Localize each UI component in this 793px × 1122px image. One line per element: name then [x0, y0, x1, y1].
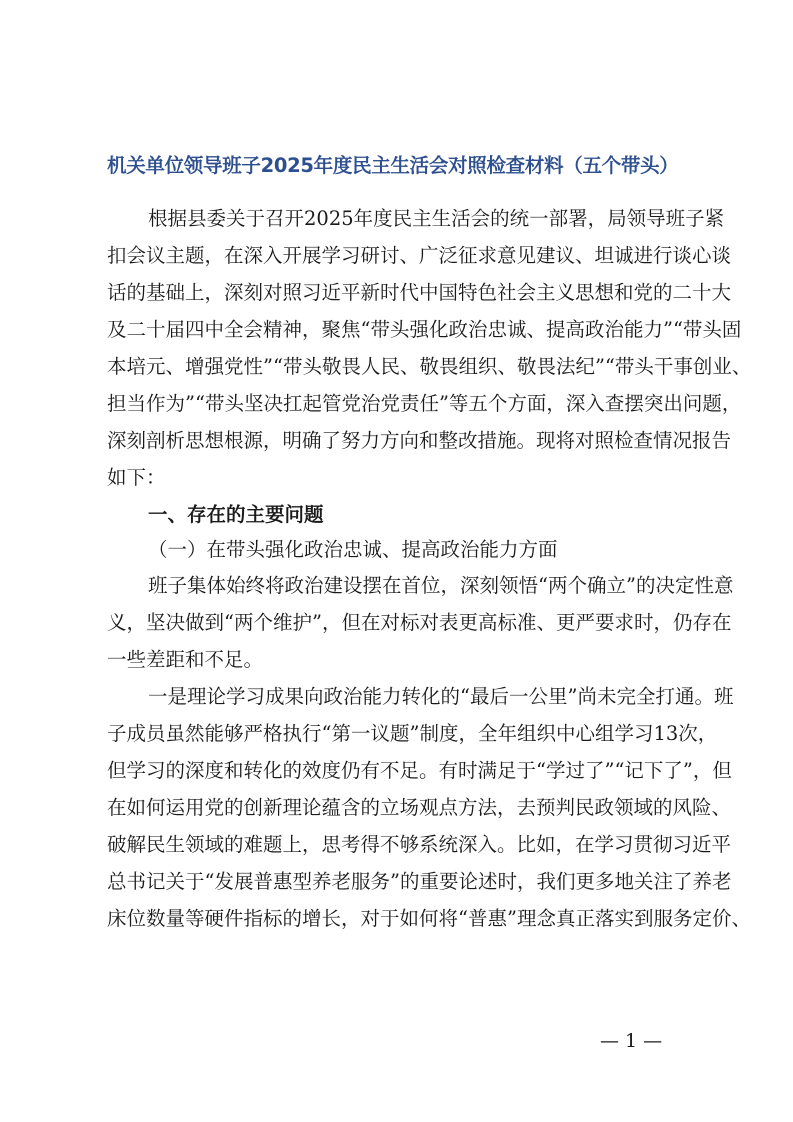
paragraph-line: 一些差距和不足。	[107, 648, 264, 671]
paragraph-line: 但学习的深度和转化的效度仍有不足。有时满足于“学过了”“记下了”，但	[107, 759, 732, 782]
paragraph-line: 床位数量等硬件指标的增长，对于如何将“普惠”理念真正落实到服务定价、	[107, 907, 751, 930]
paragraph-line: 本培元、增强党性”“带头敬畏人民、敬畏组织、敬畏法纪”“带头干事创业、	[107, 355, 752, 378]
subsection-heading: （一）在带头强化政治忠诚、提高政治能力方面	[148, 538, 558, 561]
paragraph-line: 破解民生领域的难题上，思考得不够系统深入。比如，在学习贯彻习近平	[107, 833, 732, 856]
paragraph-line: 子成员虽然能够严格执行“第一议题”制度，全年组织中心组学习13次，	[107, 722, 718, 745]
paragraph-line: 扣会议主题，在深入开展学习研讨、广泛征求意见建议、坦诚进行谈心谈	[107, 244, 732, 267]
page-number: — 1 —	[600, 1030, 663, 1052]
paragraph-line: 担当作为”“带头坚决扛起管党治党责任”等五个方面，深入查摆突出问题，	[107, 392, 742, 415]
paragraph-line: 话的基础上，深刻对照习近平新时代中国特色社会主义思想和党的二十大	[107, 281, 732, 304]
document-title: 机关单位领导班子2025年度民主生活会对照检查材料（五个带头）	[107, 154, 679, 177]
paragraph-line: 班子集体始终将政治建设摆在首位，深刻领悟“两个确立”的决定性意	[148, 574, 734, 597]
paragraph-line: 深刻剖析思想根源，明确了努力方向和整改措施。现将对照检查情况报告	[107, 429, 732, 452]
paragraph-line: 如下：	[107, 466, 166, 489]
paragraph-line: 义，坚决做到“两个维护”，但在对标对表更高标准、更严要求时，仍存在	[107, 611, 732, 634]
paragraph-line: 及二十届四中全会精神，聚焦“带头强化政治忠诚、提高政治能力”“带头固	[107, 318, 742, 341]
paragraph-line: 一是理论学习成果向政治能力转化的“最后一公里”尚未完全打通。班	[148, 685, 734, 708]
section-heading: 一、存在的主要问题	[148, 503, 324, 526]
paragraph-line: 在如何运用党的创新理论蕴含的立场观点方法，去预判民政领域的风险、	[107, 796, 732, 819]
paragraph-line: 根据县委关于召开2025年度民主生活会的统一部署，局领导班子紧	[148, 207, 725, 230]
paragraph-line: 总书记关于“发展普惠型养老服务”的重要论述时，我们更多地关注了养老	[107, 870, 732, 893]
